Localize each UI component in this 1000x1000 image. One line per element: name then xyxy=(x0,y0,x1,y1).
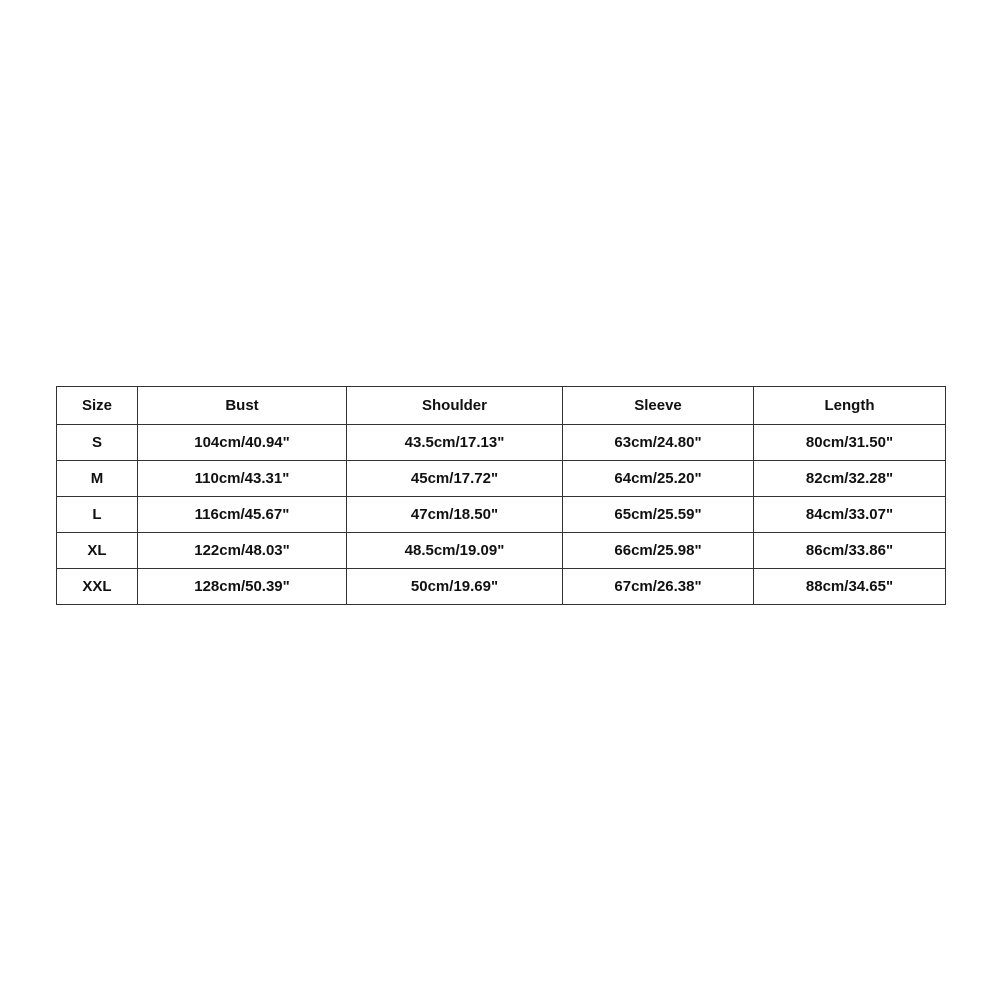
table-row xyxy=(57,425,946,461)
shoulder-cell: 47cm/18.50" xyxy=(347,497,563,533)
shoulder-cell: 48.5cm/19.09" xyxy=(347,533,563,569)
shoulder-cell: 45cm/17.72" xyxy=(347,461,563,497)
sleeve-cell: 63cm/24.80" xyxy=(563,425,754,461)
bust-cell: 110cm/43.31" xyxy=(138,461,347,497)
bust-cell: 122cm/48.03" xyxy=(138,533,347,569)
sleeve-cell: 66cm/25.98" xyxy=(563,533,754,569)
header-length: Length xyxy=(754,387,946,425)
header-row xyxy=(57,387,946,425)
table-row xyxy=(57,569,946,605)
header-size: Size xyxy=(57,387,138,425)
size-cell: L xyxy=(57,497,138,533)
size-chart-table xyxy=(56,386,946,605)
size-cell: S xyxy=(57,425,138,461)
sleeve-cell: 64cm/25.20" xyxy=(563,461,754,497)
bust-cell: 116cm/45.67" xyxy=(138,497,347,533)
header-shoulder: Shoulder xyxy=(347,387,563,425)
header-sleeve: Sleeve xyxy=(563,387,754,425)
bust-cell: 104cm/40.94" xyxy=(138,425,347,461)
size-cell: XXL xyxy=(57,569,138,605)
sleeve-cell: 65cm/25.59" xyxy=(563,497,754,533)
sleeve-cell: 67cm/26.38" xyxy=(563,569,754,605)
shoulder-cell: 43.5cm/17.13" xyxy=(347,425,563,461)
length-cell: 88cm/34.65" xyxy=(754,569,946,605)
table-row xyxy=(57,461,946,497)
length-cell: 82cm/32.28" xyxy=(754,461,946,497)
shoulder-cell: 50cm/19.69" xyxy=(347,569,563,605)
header-bust: Bust xyxy=(138,387,347,425)
length-cell: 84cm/33.07" xyxy=(754,497,946,533)
table-row xyxy=(57,533,946,569)
size-cell: M xyxy=(57,461,138,497)
table-row xyxy=(57,497,946,533)
length-cell: 80cm/31.50" xyxy=(754,425,946,461)
size-cell: XL xyxy=(57,533,138,569)
bust-cell: 128cm/50.39" xyxy=(138,569,347,605)
length-cell: 86cm/33.86" xyxy=(754,533,946,569)
